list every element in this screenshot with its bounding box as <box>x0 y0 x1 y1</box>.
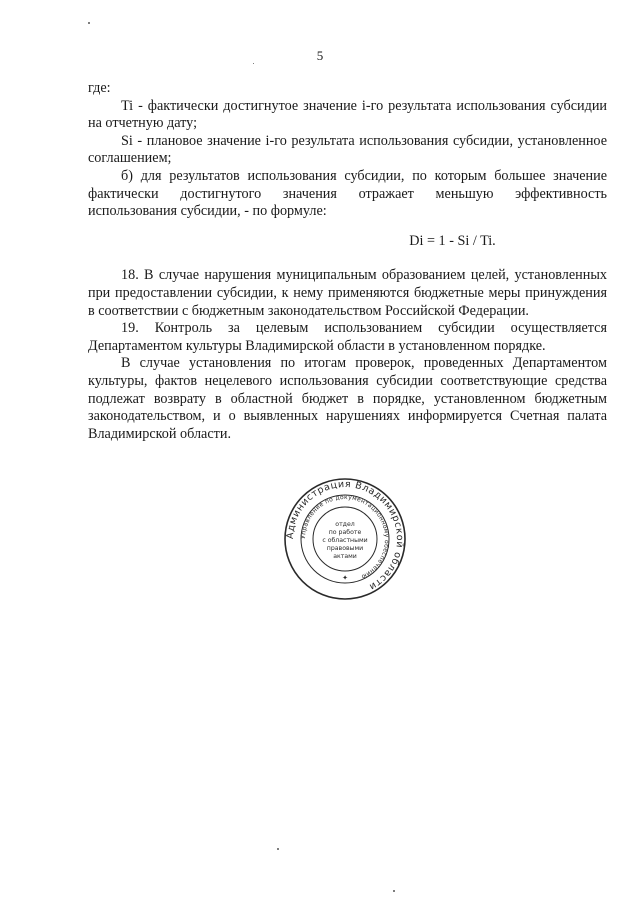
paragraph-where: где: <box>88 80 111 96</box>
paragraph-final: В случае установления по итогам проверок, проведенных Департаментом культуры, фактов нецелевого использования субсидии соответствующие средства подлежат возврату в областной бюджет в порядке, установленном бюджетным законодательством, и о выявленных нарушениях информируется Счетная палата Владимирской области. <box>88 355 607 442</box>
seal-center-line: с областными <box>322 537 368 544</box>
official-seal <box>283 477 407 601</box>
seal-center-line: правовыми <box>326 545 364 552</box>
seal-center-line: отдел <box>335 521 355 528</box>
formula-di: Di = 1 - Si / Ti. <box>409 232 496 249</box>
scan-speck <box>88 22 90 24</box>
seal-center-line: по работе <box>328 529 362 536</box>
paragraph-ti-definition: Ti - фактически достигнутое значение i-го результата использования субсидии на отчетную дату; <box>88 97 607 132</box>
seal-star-icon: ✦ <box>342 574 348 582</box>
seal-outer-text: Администрация Владимирской области <box>284 478 406 593</box>
seal-graphic <box>283 477 407 601</box>
scan-speck <box>277 848 279 850</box>
paragraph-item-b: б) для результатов использования субсидии, по которым большее значение фактически достигнутого значения отражает меньшую эффективность использования субсидии, - по формуле: <box>88 167 607 220</box>
paragraph-19: 19. Контроль за целевым использованием субсидии осуществляется Департаментом культуры Владимирской области в установленном порядке. <box>88 320 607 354</box>
document-body <box>88 80 607 443</box>
seal-inner-text: Управление по документационному обеспечению <box>299 493 391 581</box>
scan-speck <box>393 890 395 892</box>
page-number: 5 <box>316 48 324 63</box>
paragraph-si-definition: Si - плановое значение i-го результата использования субсидии, установленное соглашением; <box>88 132 607 167</box>
paragraph-18: 18. В случае нарушения муниципальным образованием целей, установленных при предоставлении субсидии, к нему применяются бюджетные меры принуждения в соответствии с бюджетным законодательством Российской Федерации. <box>88 267 607 319</box>
seal-center-line: актами <box>333 553 357 560</box>
